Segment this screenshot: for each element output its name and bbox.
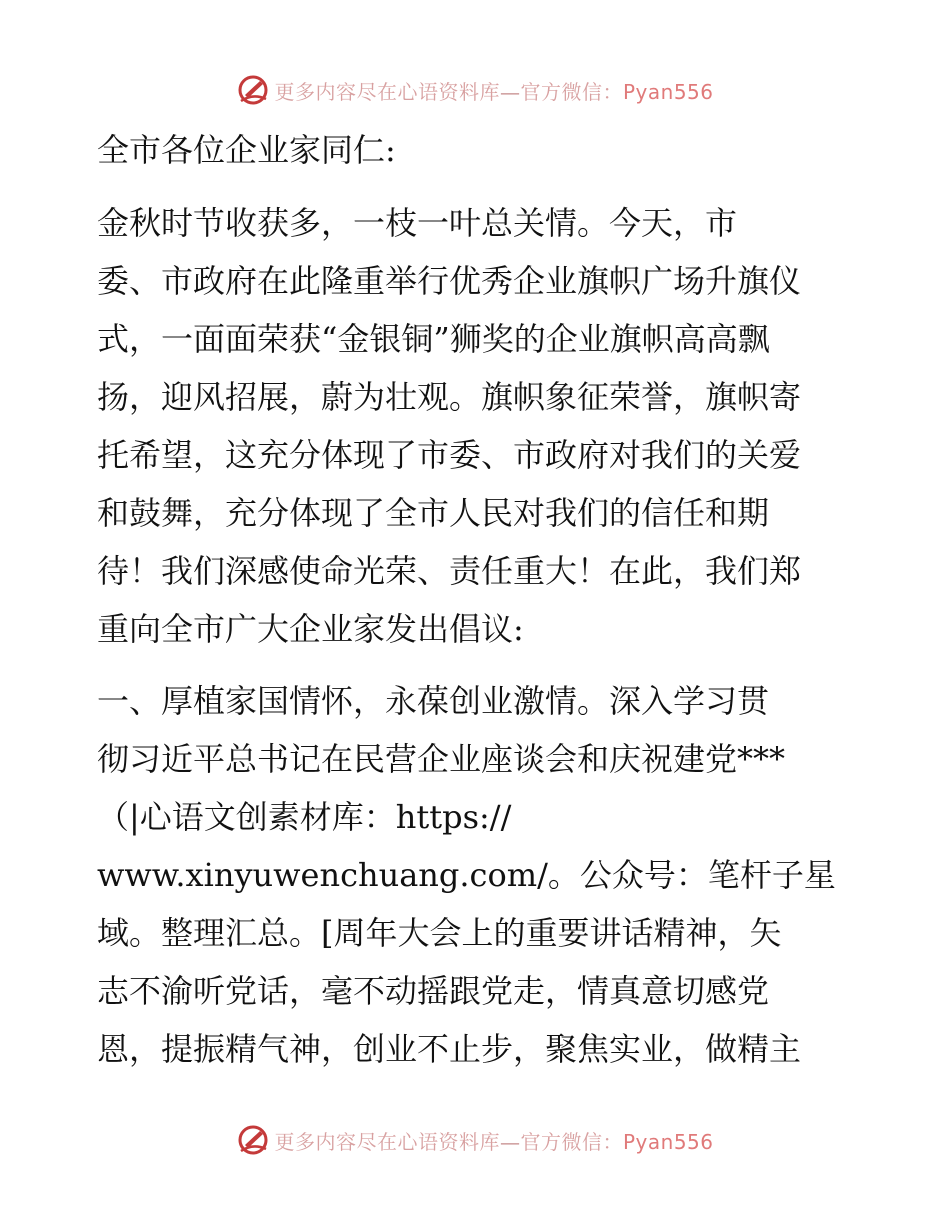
- text-line: 一、厚植家国情怀，永葆创业激情。深入学习贯: [97, 682, 770, 720]
- header-watermark-text: [274, 76, 713, 105]
- text-line: 托希望，这充分体现了市委、市政府对我们的关爱: [97, 436, 802, 474]
- text-line-source-note: （|心语文创素材库：https://: [97, 798, 512, 836]
- banner-wechat-id: Pyan556: [622, 79, 714, 104]
- text-line: 委、市政府在此隆重举行优秀企业旗帜广场升旗仪: [97, 262, 802, 300]
- text-line: 重向全市广大企业家发出倡议:: [97, 610, 524, 648]
- text-line-source-url: www.xinyuwenchuang.com/。公众号：笔杆子星: [97, 856, 836, 894]
- text-line: 待！我们深感使命光荣、责任重大！在此，我们郑: [97, 552, 802, 590]
- text-line: 式，一面面荣获“金银铜”狮奖的企业旗帜高高飘: [97, 320, 770, 358]
- logo-icon: [236, 1123, 270, 1157]
- text-line: 志不渝听党话，毫不动摇跟党走，情真意切感党: [97, 972, 770, 1010]
- header-watermark-banner: [0, 70, 950, 110]
- banner-main-text: 更多内容尽在心语资料库: [274, 79, 500, 104]
- footer-wechat-id: Pyan556: [622, 1129, 714, 1154]
- text-line: 域。整理汇总。[周年大会上的重要讲话精神，矢: [97, 914, 782, 952]
- text-line: 扬，迎风招展，蔚为壮观。旗帜象征荣誉，旗帜寄: [97, 378, 802, 416]
- footer-watermark-text: [274, 1126, 713, 1155]
- text-line: 金秋时节收获多，一枝一叶总关情。今天，市: [97, 204, 738, 242]
- footer-watermark-banner: [0, 1120, 950, 1160]
- logo-icon: [236, 73, 270, 107]
- document-body: [97, 120, 857, 1078]
- salutation-line: 全市各位企业家同仁:: [97, 131, 396, 169]
- text-line: 和鼓舞，充分体现了全市人民对我们的信任和期: [97, 494, 770, 532]
- footer-main-text: 更多内容尽在心语资料库: [274, 1129, 500, 1154]
- text-line: 彻习近平总书记在民营企业座谈会和庆祝建党***: [97, 740, 786, 778]
- footer-official-text: 官方微信：: [520, 1129, 623, 1154]
- banner-separator: —: [499, 79, 521, 104]
- text-line: 恩，提振精气神，创业不止步，聚焦实业，做精主: [97, 1030, 802, 1068]
- footer-separator: —: [499, 1129, 521, 1154]
- banner-official-text: 官方微信：: [520, 79, 623, 104]
